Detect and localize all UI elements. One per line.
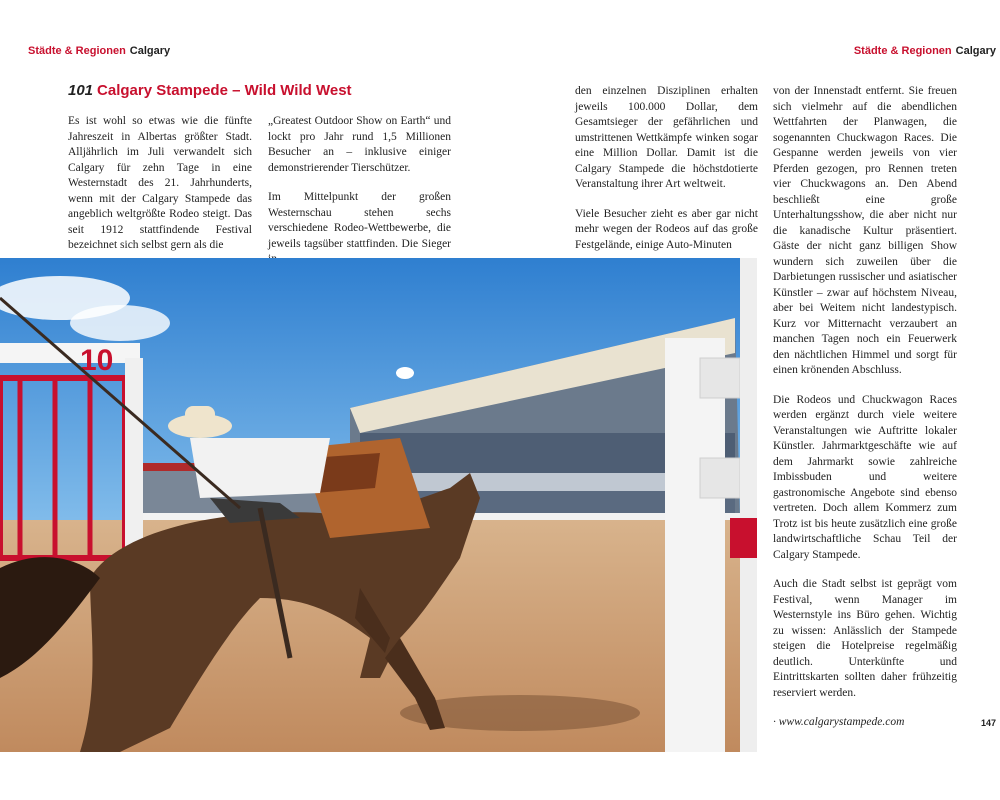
page-number: 147: [980, 718, 996, 728]
paragraph: Auch die Stadt selbst ist geprägt vom Festival, wenn Manager im Westernstyle ins Büro gehen. Wichtig zu wissen: Anlässlich der Stampede steigen die Hotelpreise regelmäßig deutlich. Unterkünfte und Eintrittskarten sollten daher frühzeitig reserviert werden.: [773, 578, 957, 699]
paragraph: Viele Besucher zieht es aber gar nicht mehr wegen der Rodeos auf das große Festgelände, einige Auto-Minuten: [575, 207, 758, 251]
paragraph: von der Innenstadt entfernt. Sie freuen sich vielmehr auf die abendlichen Wettfahrten der Planwagen, die sogenannten Chuckwagon Races. Die Gespanne werden jeweils von vier Pferden gezogen, pro Rennen treten vier Chuckwagons an. Den Abend beschließt eine große Unterhaltungsshow, die aber nicht nur die kanadische Kultur präsentiert. Gäste der nicht ganz billigen Show wundern sich zuweilen über die Darbietungen russischer und asiatischer Künstler – zwar auf höchstem Niveau, aber bei Weitem nicht landestypisch. Kurz vor Mitternacht verzaubert an manchen Tagen noch ein Feuerwerk den nächtlichen Himmel und sorgt für einen krönenden Abschluss.: [773, 85, 957, 376]
paragraph: den einzelnen Disziplinen erhalten jeweils 100.000 Dollar, dem Gesamtsieger der gefährlichen und umstrittenen Wettkämpfe winken sogar eine Million Dollar. Damit ist die Calgary Stampede die höchstdotierte Veranstaltung ihrer Art weltweit.: [575, 85, 758, 190]
header-section: Städte & Regionen: [853, 45, 952, 57]
website-link[interactable]: · www.calgarystampede.com: [773, 716, 905, 728]
paragraph: Es ist wohl so etwas wie die fünfte Jahreszeit in Albertas größter Stadt. Alljährlich im Juli verwandelt sich Calgary für zehn Tage in eine Westernstadt des 21. Jahrhunderts, wenn mit der Calgary Stampede das angeblich weltgrößte Rodeo steigt. Das seit 1912 stattfindende Festival bezeichnet sich selbst gern als die: [68, 115, 252, 251]
running-header-right: [854, 45, 996, 57]
header-city: Calgary: [955, 45, 996, 57]
article-title: [68, 82, 352, 99]
paragraph: Im Mittelpunkt der großen Westernschau stehen sechs verschiedene Rodeo-Wettbewerbe, die jeweils tagsüber stattfinden. Die Sieger: [268, 191, 451, 250]
text-column-2: [268, 114, 451, 282]
running-header-left: [28, 45, 170, 57]
article-number: 101: [68, 82, 94, 99]
header-city: Calgary: [129, 45, 171, 57]
text-column-1: [68, 114, 252, 268]
paragraph: „Greatest Outdoor Show on Earth“ und lockt pro Jahr rund 1,5 Millionen Besucher an – inklusive einiger demonstrierender Tierschützer.: [268, 115, 451, 174]
article-title-text: Calgary Stampede – Wild Wild West: [97, 82, 352, 99]
rodeo-photo: [0, 258, 757, 752]
paragraph: Die Rodeos und Chuckwagon Races werden ergänzt durch viele weitere Veranstaltungen wie Auftritte lokaler Künstler. Jahrmarktgeschäfte wie auf dem Jahrmarkt sowie zahlreiche Imbissbuden und weitere gastronomische Angebote sind ebenso vertreten. Doch allem Kommerz zum Trotz ist bis heute zusätzlich eine große landwirtschaftliche Schau Teil der Calgary Stampede.: [773, 393, 957, 561]
gate-number: 10: [80, 344, 114, 377]
text-column-4: [773, 84, 957, 745]
header-section: Städte & Regionen: [28, 45, 126, 57]
text-column-3: [575, 84, 758, 267]
